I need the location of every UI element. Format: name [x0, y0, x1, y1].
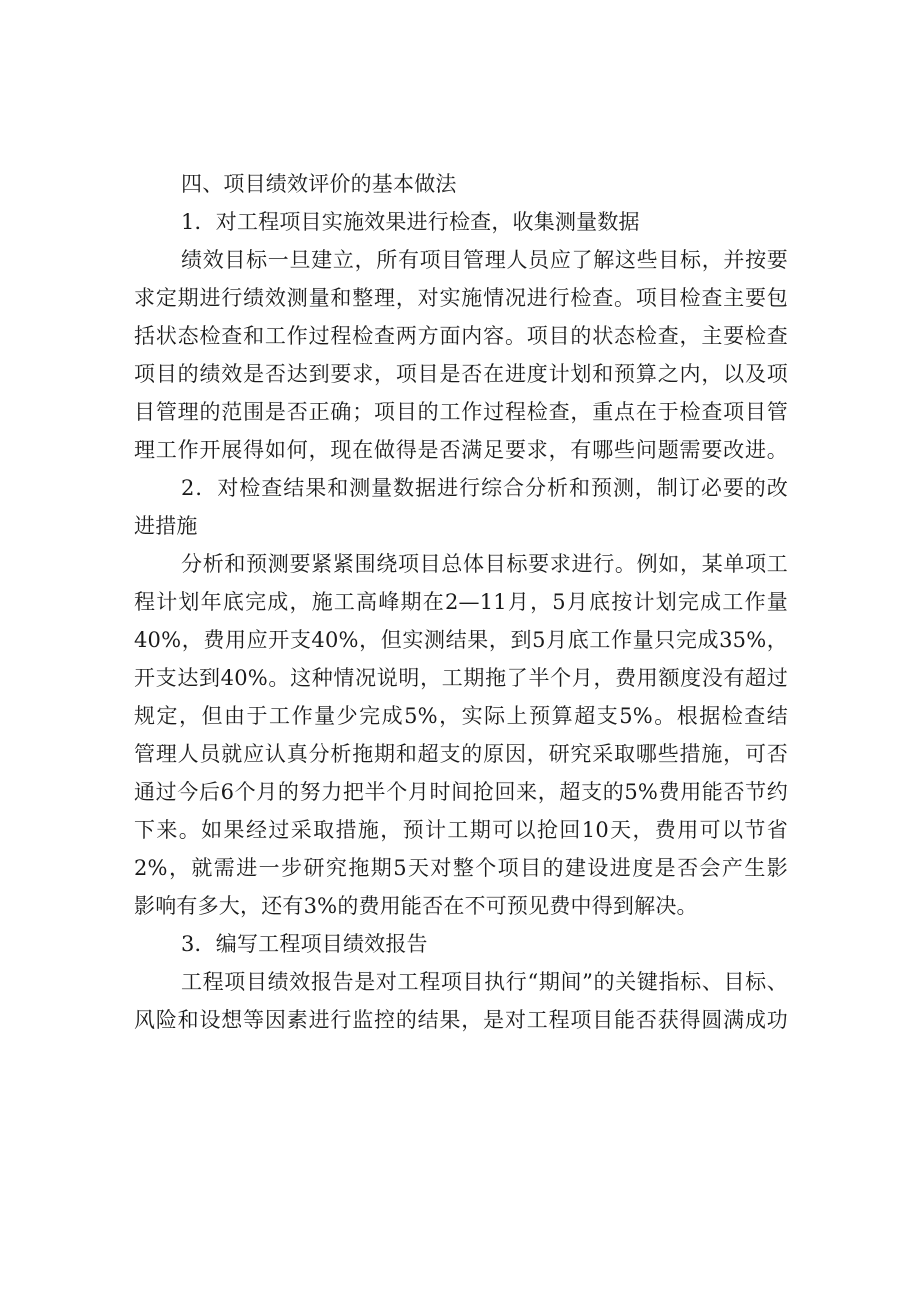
paragraph-2-line-7: 通过今后6个月的努力把半个月时间抢回来，超支的5%费用能否节约 — [134, 780, 788, 804]
paragraph-2-line-1: 分析和预测要紧紧围绕项目总体目标要求进行。例如，某单项工 — [181, 552, 788, 576]
paragraph-1-line-5: 目管理的范围是否正确；项目的工作过程检查，重点在于检查项目管 — [134, 400, 788, 424]
subsection-2-title-line-2: 进措施 — [134, 514, 198, 538]
paragraph-1-line-1: 绩效目标一旦建立，所有项目管理人员应了解这些目标，并按要 — [181, 248, 788, 272]
paragraph-2-line-10: 影响有多大，还有3%的费用能否在不可预见费中得到解决。 — [134, 894, 698, 918]
subsection-2-title-line-1: 2．对检查结果和测量数据进行综合分析和预测，制订必要的改 — [181, 476, 788, 500]
paragraph-3-line-2: 风险和设想等因素进行监控的结果，是对工程项目能否获得圆满成功 — [134, 1008, 788, 1032]
paragraph-2-line-6: 管理人员就应认真分析拖期和超支的原因，研究采取哪些措施，可否 — [134, 742, 788, 766]
subsection-1-title: 1．对工程项目实施效果进行检查，收集测量数据 — [181, 210, 640, 234]
paragraph-2-line-5: 规定，但由于工作量少完成5%，实际上预算超支5%。根据检查结 — [134, 704, 788, 728]
section-heading: 四、项目绩效评价的基本做法 — [181, 172, 457, 196]
paragraph-1-line-4: 项目的绩效是否达到要求，项目是否在进度计划和预算之内，以及项 — [134, 362, 788, 386]
paragraph-2-line-9: 2%，就需进一步研究拖期5天对整个项目的建设进度是否会产生影 — [134, 856, 788, 880]
paragraph-1-line-6: 理工作开展得如何，现在做得是否满足要求，有哪些问题需要改进。 — [134, 438, 788, 462]
subsection-3-title: 3．编写工程项目绩效报告 — [181, 932, 428, 956]
paragraph-2-line-8: 下来。如果经过采取措施，预计工期可以抢回10天，费用可以节省 — [134, 818, 788, 842]
paragraph-2-line-3: 40%，费用应开支40%，但实测结果，到5月底工作量只完成35%， — [134, 628, 788, 652]
paragraph-2-line-2: 程计划年底完成，施工高峰期在2—11月，5月底按计划完成工作量 — [134, 590, 788, 614]
paragraph-1-line-2: 求定期进行绩效测量和整理，对实施情况进行检查。项目检查主要包 — [134, 286, 788, 310]
paragraph-2-line-4: 开支达到40%。这种情况说明，工期拖了半个月，费用额度没有超过 — [134, 666, 788, 690]
paragraph-1-line-3: 括状态检查和工作过程检查两方面内容。项目的状态检查，主要检查 — [134, 324, 788, 348]
paragraph-3-line-1: 工程项目绩效报告是对工程项目执行“期间”的关键指标、目标、 — [181, 970, 788, 994]
